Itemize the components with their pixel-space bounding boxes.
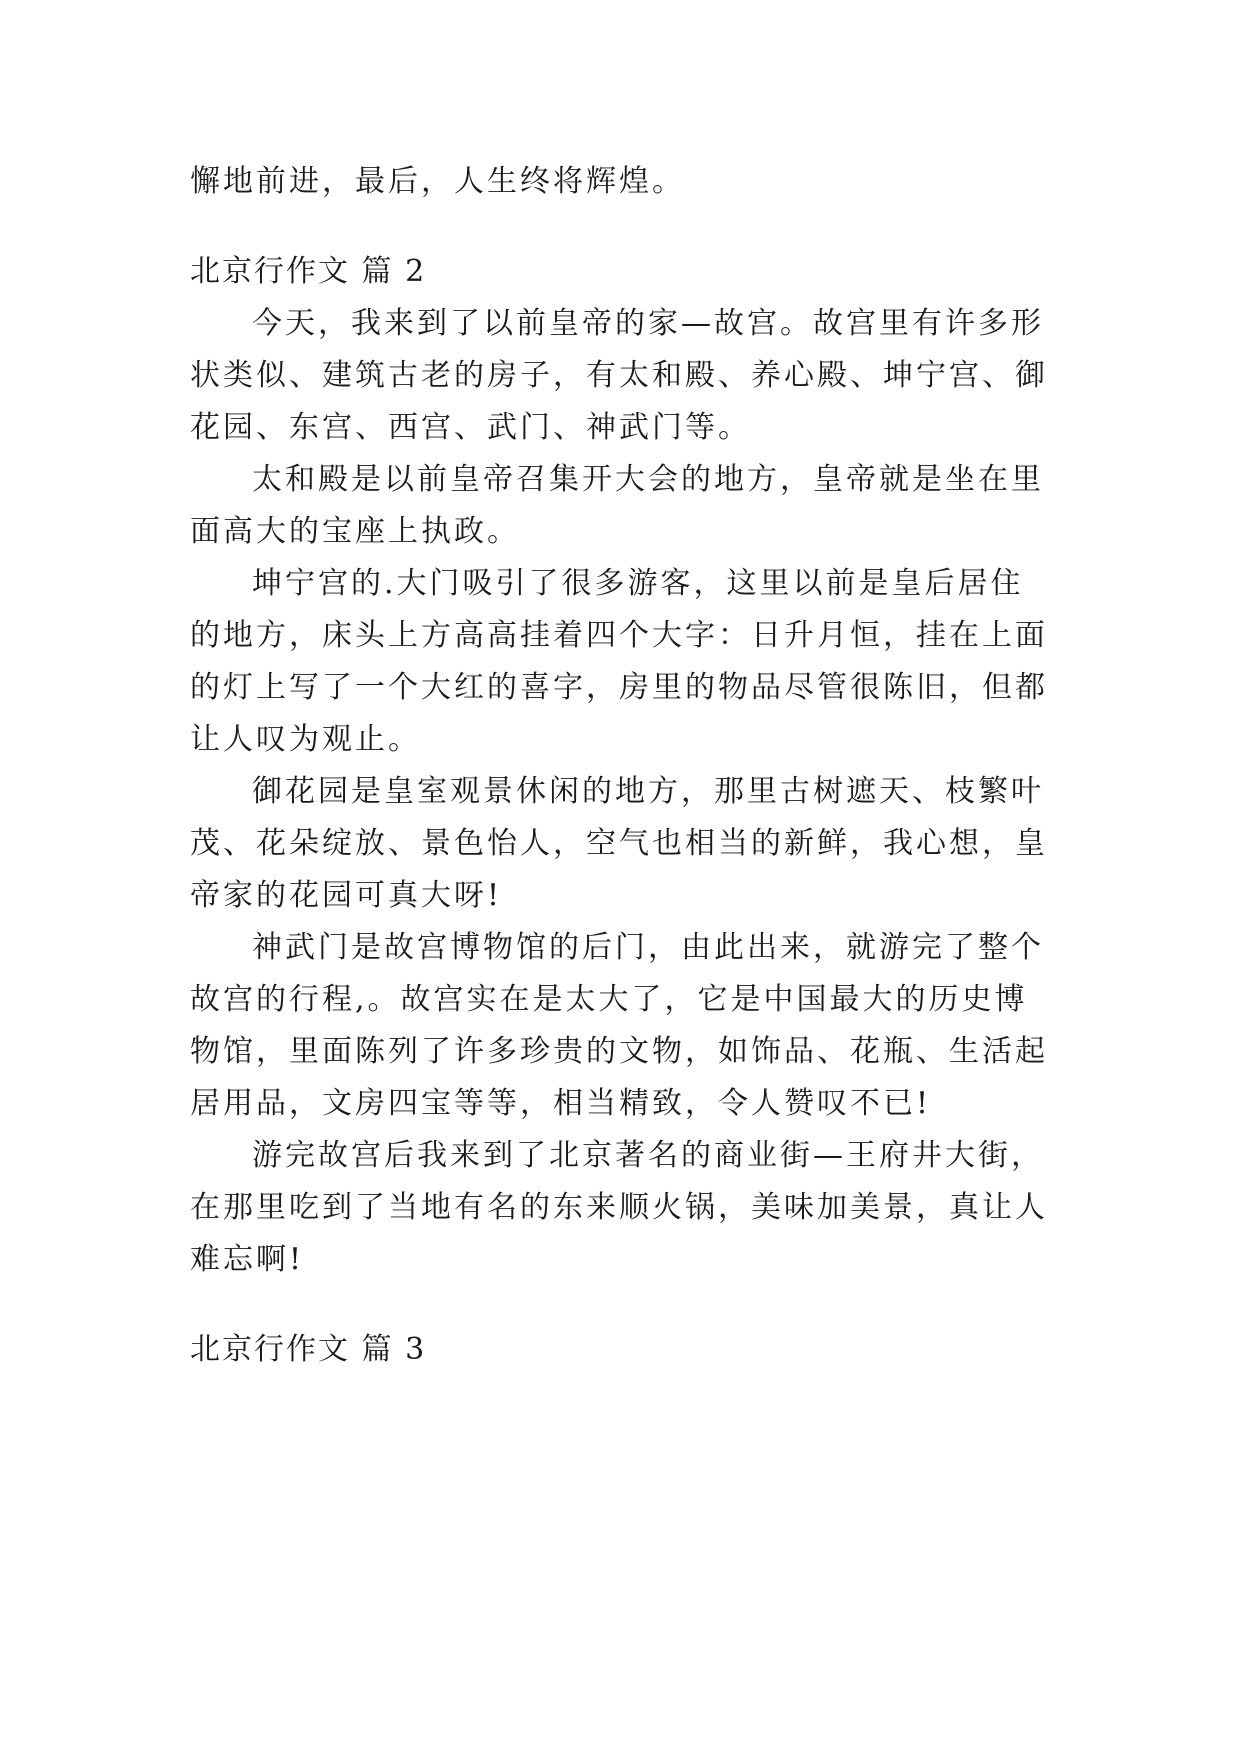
paragraph-line: 物馆，里面陈列了许多珍贵的文物，如饰品、花瓶、生活起	[190, 1034, 1048, 1069]
paragraph-line: 面高大的宝座上执政。	[190, 514, 520, 549]
paragraph-line: 让人叹为观止。	[190, 722, 421, 757]
paragraph-line: 太和殿是以前皇帝召集开大会的地方，皇帝就是坐在里	[252, 462, 1044, 497]
paragraph-line: 帝家的花园可真大呀!	[190, 878, 503, 913]
paragraph-line: 难忘啊!	[190, 1242, 305, 1277]
paragraph-line: 神武门是故宫博物馆的后门，由此出来，就游完了整个	[252, 930, 1044, 965]
paragraph-line: 坤宁宫的.大门吸引了很多游客，这里以前是皇后居住	[252, 566, 1024, 601]
paragraph-line: 居用品，文房四宝等等，相当精致，令人赞叹不已!	[190, 1086, 932, 1121]
paragraph-line: 今天，我来到了以前皇帝的家—故宫。故宫里有许多形	[252, 306, 1044, 341]
paragraph-line: 故宫的行程,。故宫实在是太大了，它是中国最大的历史博	[190, 982, 1028, 1017]
paragraph-line: 游完故宫后我来到了北京著名的商业街—王府井大街，	[252, 1138, 1044, 1173]
paragraph-line: 花园、东宫、西宫、武门、神武门等。	[190, 410, 751, 445]
section-3-heading: 北京行作文 篇 3	[190, 1332, 427, 1367]
paragraph-line: 茂、花朵绽放、景色怡人，空气也相当的新鲜，我心想，皇	[190, 826, 1048, 861]
paragraph-line: 在那里吃到了当地有名的东来顺火锅，美味加美景，真让人	[190, 1190, 1048, 1225]
intro-tail-line: 懈地前进，最后，人生终将辉煌。	[190, 164, 685, 199]
paragraph-line: 御花园是皇室观景休闲的地方，那里古树遮天、枝繁叶	[252, 774, 1044, 809]
paragraph-line: 状类似、建筑古老的房子，有太和殿、养心殿、坤宁宫、御	[190, 358, 1048, 393]
paragraph-line: 的地方，床头上方高高挂着四个大字：日升月恒，挂在上面	[190, 618, 1048, 653]
section-2-heading: 北京行作文 篇 2	[190, 254, 427, 289]
paragraph-line: 的灯上写了一个大红的喜字，房里的物品尽管很陈旧，但都	[190, 670, 1048, 705]
